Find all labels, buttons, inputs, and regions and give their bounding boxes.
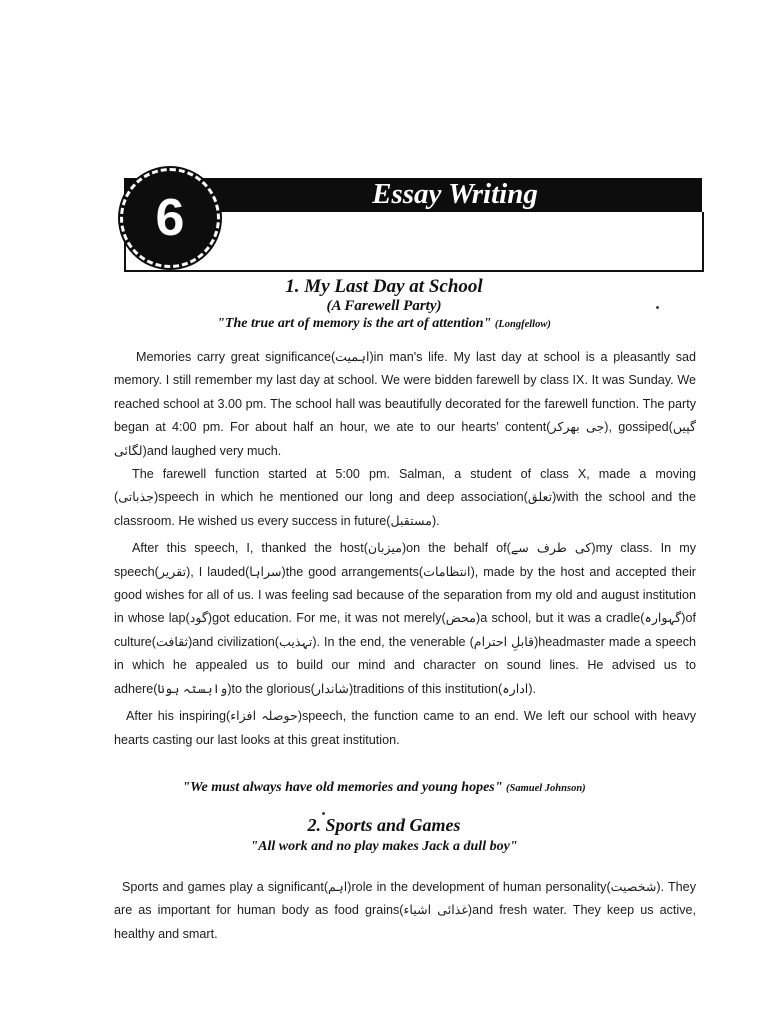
essay2-quote: "All work and no play makes Jack a dull boy" xyxy=(250,839,518,854)
essay1-closing-quote-line xyxy=(0,780,768,796)
essay1-closing-quote: "We must always have old memories and young hopes" xyxy=(182,780,503,795)
essay1-quote-author: (Longfellow) xyxy=(494,319,551,330)
essay1-paragraph-2: The farewell function started at 5:00 pm. Salman, a student of class X, made a moving (جذباتی)speech in which he mentioned our long and deep association(تعلق)with the school and the classroom. He wished us every success in future(مستقبل). xyxy=(114,467,697,528)
chapter-number: 6 xyxy=(155,189,185,247)
essay2-title: 2. Sports and Games xyxy=(307,815,461,835)
essay1-quote: "The true art of memory is the art of attention" xyxy=(217,316,492,331)
essay1-paragraph-1: Memories carry great significance(اہمیت)in man's life. My last day at school is a pleasantly sad memory. I still remember my last day at school. We were bidden farewell by class IX. It was Sunday. We reached school at 3.00 pm. The school hall was beautifully decorated for the farewell function. The party began at 4:00 pm. For about half an hour, we ate to our hearts' content(جی بھرکر), gossiped(گپیں لگائی)and laughed very much. xyxy=(114,350,697,458)
essay1-paragraph-3: After this speech, I, thanked the host(میزبان)on the behalf of(کی طرف سے)my class. In my speech(تقریر), I lauded(سراہا)the good arrangements(انتظامات), made by the host and accepted their good wishes for all of us. I was feeling sad because of the separation from my old and august institution in whose lap(گود)got education. For me, it was not merely(محض)a school, but it was a cradle(گہوارہ)of culture(ثقافت)and civilization(تہذیب). In the end, the venerable (قابلِ احترام)headmaster made a speech in which he appealed us to build our mind and character on sound lines. He advised us to adhere(وابستہ ہونا)to the glorious(شاندار)traditions of this institution(ادارہ). xyxy=(114,541,697,696)
essay1-subtitle: (A Farewell Party) xyxy=(326,298,442,314)
essay1-quote-line xyxy=(0,316,768,332)
chapter-title: Essay Writing xyxy=(372,178,538,210)
essay2-paragraph-1: Sports and games play a significant(اہم)role in the development of human personality(شخصیت). They are as important for human body as food grains(غذائی اشیاء)and fresh water. They keep us active, healthy and smart. xyxy=(114,880,697,941)
scan-speck xyxy=(322,812,325,815)
essay1-paragraph-4: After his inspiring(حوصلہ افزاء)speech, the function came to an end. We left our school with heavy hearts casting our last looks at this great institution. xyxy=(114,709,696,747)
essay1-title: 1. My Last Day at School xyxy=(285,276,483,297)
scan-speck xyxy=(656,306,659,309)
essay1-closing-quote-author: (Samuel Johnson) xyxy=(506,783,586,794)
essay1-body xyxy=(114,346,696,752)
essay2-body xyxy=(114,876,696,946)
